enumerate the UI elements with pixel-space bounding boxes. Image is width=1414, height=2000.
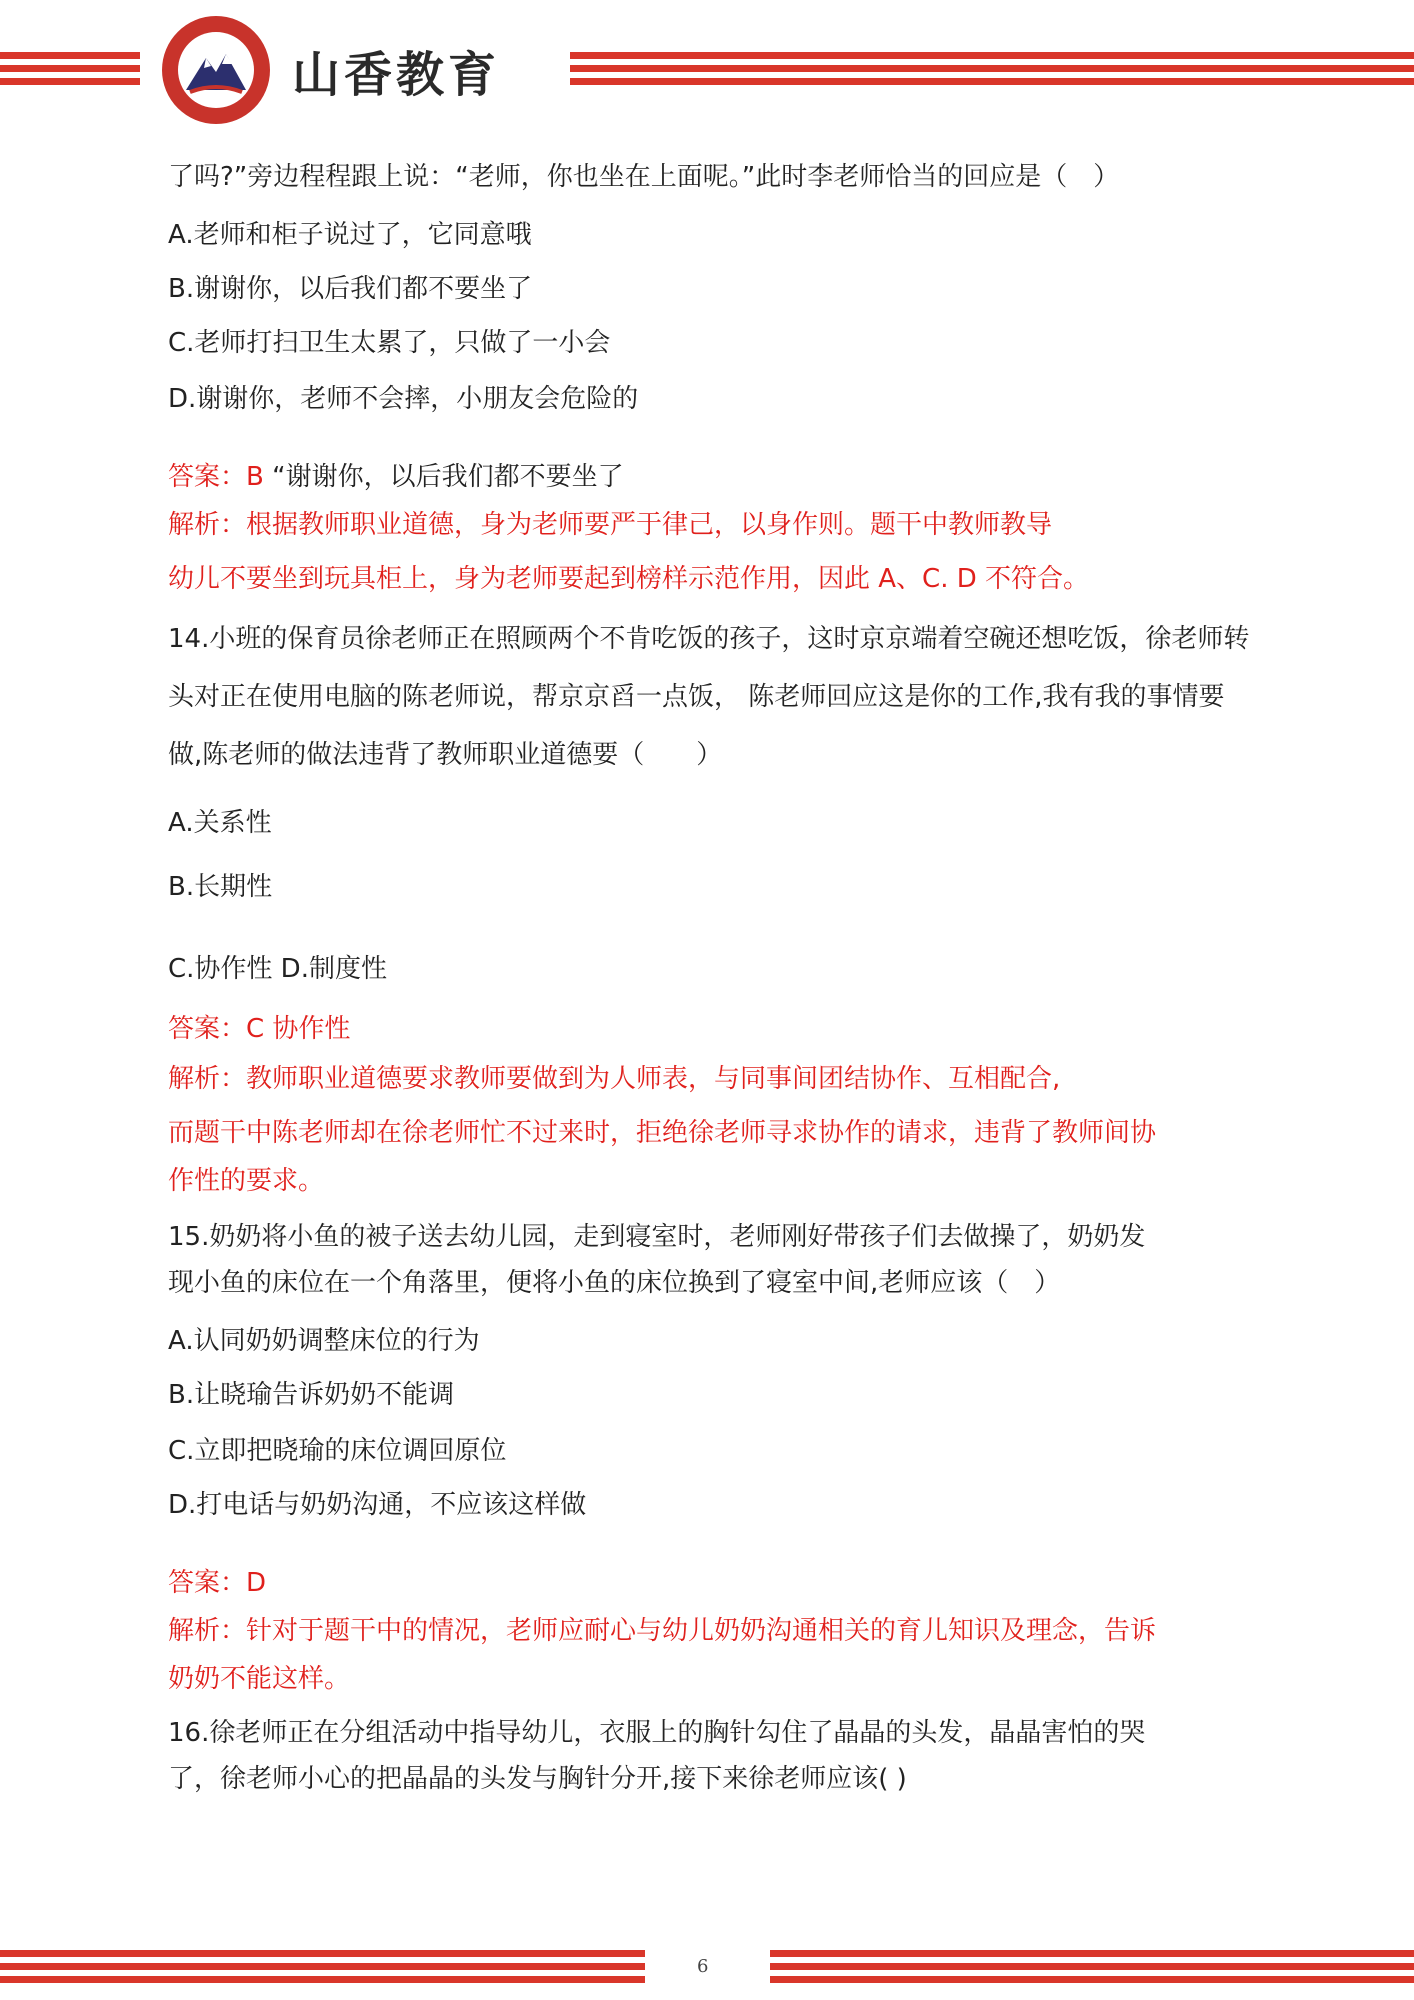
answer-15: 答案：D [168,1568,267,1598]
option-14-b: B.长期性 [168,872,273,902]
option-14-a: A.关系性 [168,808,272,838]
analysis-15-line-1: 解析：针对于题干中的情况，老师应耐心与幼儿奶奶沟通相关的育儿知识及理念，告诉 [168,1616,1157,1646]
question-13-stem-cont: 了吗?”旁边程程跟上说：“老师，你也坐在上面呢。”此时李老师恰当的回应是（ ） [168,162,1120,192]
page-footer [0,1950,1414,1990]
question-16-line-1: 16.徐老师正在分组活动中指导幼儿，衣服上的胸针勾住了晶晶的头发，晶晶害怕的哭 [168,1718,1146,1748]
footer-stripes-right [770,1950,1414,1983]
option-15-b: B.让晓瑜告诉奶奶不能调 [168,1380,455,1410]
footer-stripes-left [0,1950,645,1983]
option-13-d: D.谢谢你，老师不会摔，小朋友会危险的 [168,384,639,414]
analysis-13-line-1: 解析：根据教师职业道德，身为老师要严于律己，以身作则。题干中教师教导 [168,510,1053,540]
answer-13 [168,462,624,493]
analysis-15-line-2: 奶奶不能这样。 [168,1664,351,1694]
analysis-14-line-1: 解析：教师职业道德要求教师要做到为人师表，与同事间团结协作、互相配合, [168,1064,1061,1094]
option-13-a: A.老师和柜子说过了，它同意哦 [168,220,532,250]
question-15-line-2: 现小鱼的床位在一个角落里，便将小鱼的床位换到了寝室中间,老师应该（ ） [168,1268,1061,1298]
question-14-line-2: 头对正在使用电脑的陈老师说，帮京京舀一点饭， 陈老师回应这是你的工作,我有我的事情要 [168,682,1225,712]
page-number: 6 [697,1956,709,1977]
option-15-c: C.立即把晓瑜的床位调回原位 [168,1436,507,1466]
header-stripes-right [570,52,1414,85]
question-14-line-1: 14.小班的保育员徐老师正在照顾两个不肯吃饭的孩子，这时京京端着空碗还想吃饭，徐老师转 [168,624,1250,654]
question-14-line-3: 做,陈老师的做法违背了教师职业道德要（ ） [168,740,723,770]
page-header [0,0,1414,130]
answer-14: 答案：C 协作性 [168,1014,351,1044]
analysis-13-line-2: 幼儿不要坐到玩具柜上，身为老师要起到榜样示范作用，因此 A、C. D 不符合。 [168,564,1090,594]
option-14-cd: C.协作性 D.制度性 [168,954,387,984]
brand-name: 山香教育 [292,47,501,103]
answer-13-text: “谢谢你，以后我们都不要坐了 [263,462,624,492]
shanxiang-logo-icon [160,14,272,126]
analysis-14-line-2: 而题干中陈老师却在徐老师忙不过来时，拒绝徐老师寻求协作的请求，违背了教师间协 [168,1118,1157,1148]
question-16-line-2: 了，徐老师小心的把晶晶的头发与胸针分开,接下来徐老师应该( ) [168,1764,907,1794]
option-15-a: A.认同奶奶调整床位的行为 [168,1326,480,1356]
option-13-b: B.谢谢你，以后我们都不要坐了 [168,274,533,304]
option-15-d: D.打电话与奶奶沟通，不应该这样做 [168,1490,587,1520]
question-15-line-1: 15.奶奶将小鱼的被子送去幼儿园，走到寝室时，老师刚好带孩子们去做操了，奶奶发 [168,1222,1146,1252]
header-stripes-left [0,52,140,85]
option-13-c: C.老师打扫卫生太累了，只做了一小会 [168,328,611,358]
analysis-14-line-3: 作性的要求。 [168,1166,325,1196]
answer-13-label: 答案：B [168,462,264,492]
